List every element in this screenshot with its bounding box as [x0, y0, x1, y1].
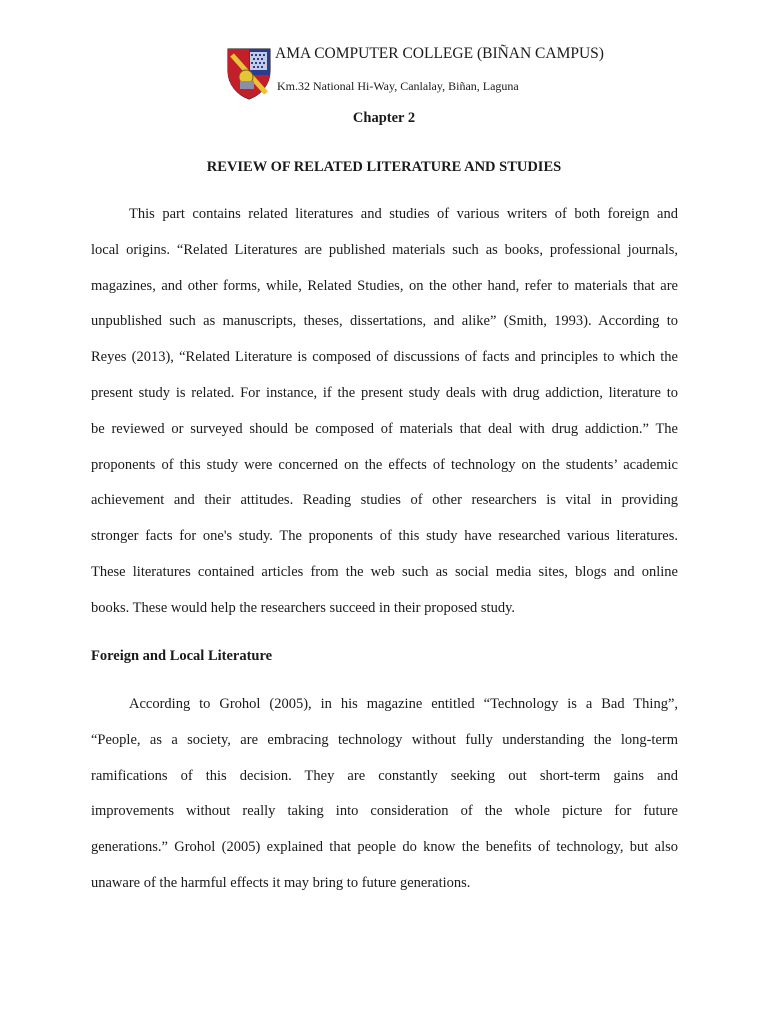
paragraph-line: This part contains related literatures and studies of various writers of both foreign and	[129, 206, 678, 222]
paragraph-line: proponents of this study were concerned on the effects of technology on the students’ academic	[91, 456, 678, 473]
paragraph-line: generations.” Grohol (2005) explained that people do know the benefits of technology, but also	[91, 839, 678, 856]
paragraph-line: be reviewed or surveyed should be composed of materials that deal with drug addiction.” The	[91, 420, 678, 437]
ama-crest-icon	[226, 47, 272, 101]
paragraph-line: local origins. “Related Literatures are published materials such as books, professional journals,	[91, 241, 678, 258]
paragraph-line: improvements without really taking into consideration of the whole picture for future	[91, 803, 678, 820]
paragraph-line: These literatures contained articles from the web such as social media sites, blogs and online	[91, 563, 678, 580]
paragraph-line: present study is related. For instance, if the present study deals with drug addiction, literature to	[91, 384, 678, 401]
chapter-heading: Chapter 2	[352, 110, 416, 126]
intro-paragraph	[91, 197, 678, 627]
paragraph-line: books. These would help the researchers succeed in their proposed study.	[91, 599, 516, 616]
paragraph-line: unaware of the harmful effects it may bring to future generations.	[91, 874, 471, 891]
paragraph-line: unpublished such as manuscripts, theses, dissertations, and alike” (Smith, 1993). According to	[91, 313, 678, 330]
section-heading: Foreign and Local Literature	[91, 648, 273, 664]
page-title: REVIEW OF RELATED LITERATURE AND STUDIES	[206, 159, 562, 175]
paragraph-line: achievement and their attitudes. Reading studies of other researchers is vital in providing	[91, 492, 678, 509]
college-name: AMA COMPUTER COLLEGE (BIÑAN CAMPUS)	[275, 45, 604, 62]
paragraph-line: According to Grohol (2005), in his magazine entitled “Technology is a Bad Thing”,	[129, 696, 678, 712]
paragraph-line: “People, as a society, are embracing technology without fully understanding the long-term	[91, 731, 678, 748]
literature-paragraph	[91, 687, 678, 902]
paragraph-line: ramifications of this decision. They are constantly seeking out short-term gains and	[91, 767, 678, 784]
paragraph-line: magazines, and other forms, while, Related Studies, on the other hand, refer to materials that are	[91, 277, 678, 294]
college-address: Km.32 National Hi-Way, Canlalay, Biñan, Laguna	[277, 79, 519, 93]
paragraph-line: stronger facts for one's study. The proponents of this study have researched various literatures.	[91, 528, 678, 545]
paragraph-line: Reyes (2013), “Related Literature is composed of discussions of facts and principles to which the	[91, 349, 678, 366]
